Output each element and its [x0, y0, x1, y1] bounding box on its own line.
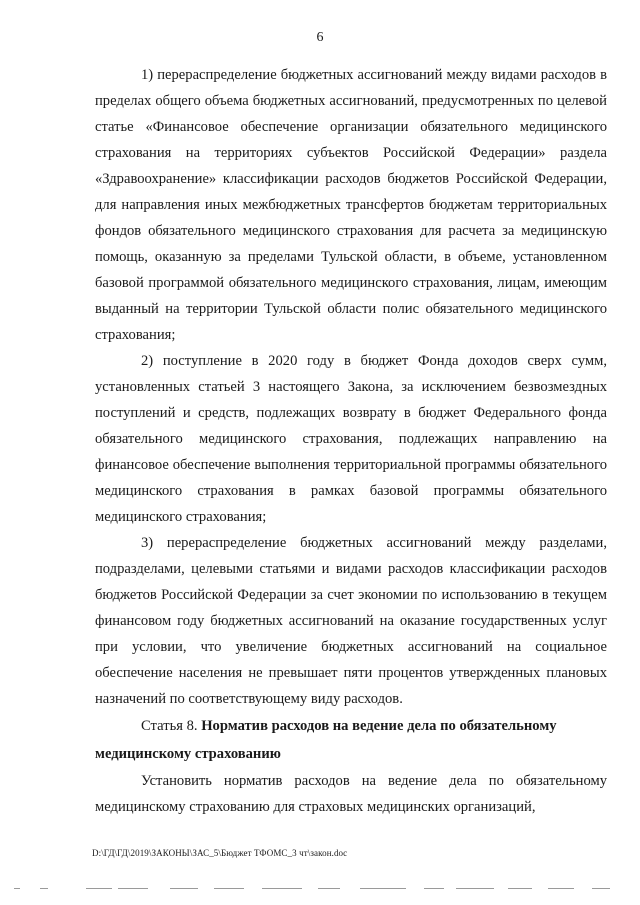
paragraph-item-1: 1) перераспределение бюджетных ассигнований между видами расходов в пределах общего объема бюджетных ассигнований, предусмотренных по целевой статье «Финансовое обеспечение организации обязательного медицинского страхования на территориях субъектов Российской Федерации» раздела «Здравоохранение» классификации расходов бюджетов Российской Федерации, для направления иных межбюджетных трансфертов бюджетам территориальных фондов обязательного медицинского страхования для расчета за медицинскую помощь, оказанную за пределами Тульской области, в объеме, установленном базовой программой обязательного медицинского страхования, лицам, имеющим выданный на территории Тульской области полис обязательного медицинского страхования; — [95, 67, 607, 343]
footer-file-path: D:\ГД\ГД\2019\ЗАКОНЫ\ЗАС_5\Бюджет ТФОМС_3 чт\закон.doc — [92, 848, 348, 858]
article-number: Статья 8. — [141, 718, 198, 734]
paragraph-item-2: 2) поступление в 2020 году в бюджет Фонда доходов сверх сумм, установленных статьей 3 настоящего Закона, за исключением безвозмездных поступлений и средств, подлежащих возврату в бюджет Федерального фонда обязательного медицинского страхования, подлежащих направлению на финансовое обеспечение выполнения территориальной программы обязательного медицинского страхования в рамках базовой программы обязательного медицинского страхования; — [95, 353, 607, 525]
scan-edge-artifact — [0, 888, 640, 892]
article-heading — [95, 712, 607, 768]
article-title-continuation: медицинскому страхованию — [95, 746, 281, 762]
paragraph-item-4: Установить норматив расходов на ведение дела по обязательному медицинскому страхованию для страховых медицинских организаций, — [95, 773, 607, 815]
document-body — [95, 62, 607, 820]
page-number: 6 — [316, 30, 324, 45]
paragraph-item-3: 3) перераспределение бюджетных ассигнований между разделами, подразделами, целевыми статьями и видами расходов классификации расходов бюджетов Российской Федерации за счет экономии по использованию в текущем финансовом году бюджетных ассигнований на оказание государственных услуг при условии, что увеличение бюджетных ассигнований на социальное обеспечение населения не превышает пяти процентов утвержденных плановых назначений по соответствующему виду расходов. — [95, 535, 607, 707]
article-title: Норматив расходов на ведение дела по обязательному — [201, 718, 557, 734]
